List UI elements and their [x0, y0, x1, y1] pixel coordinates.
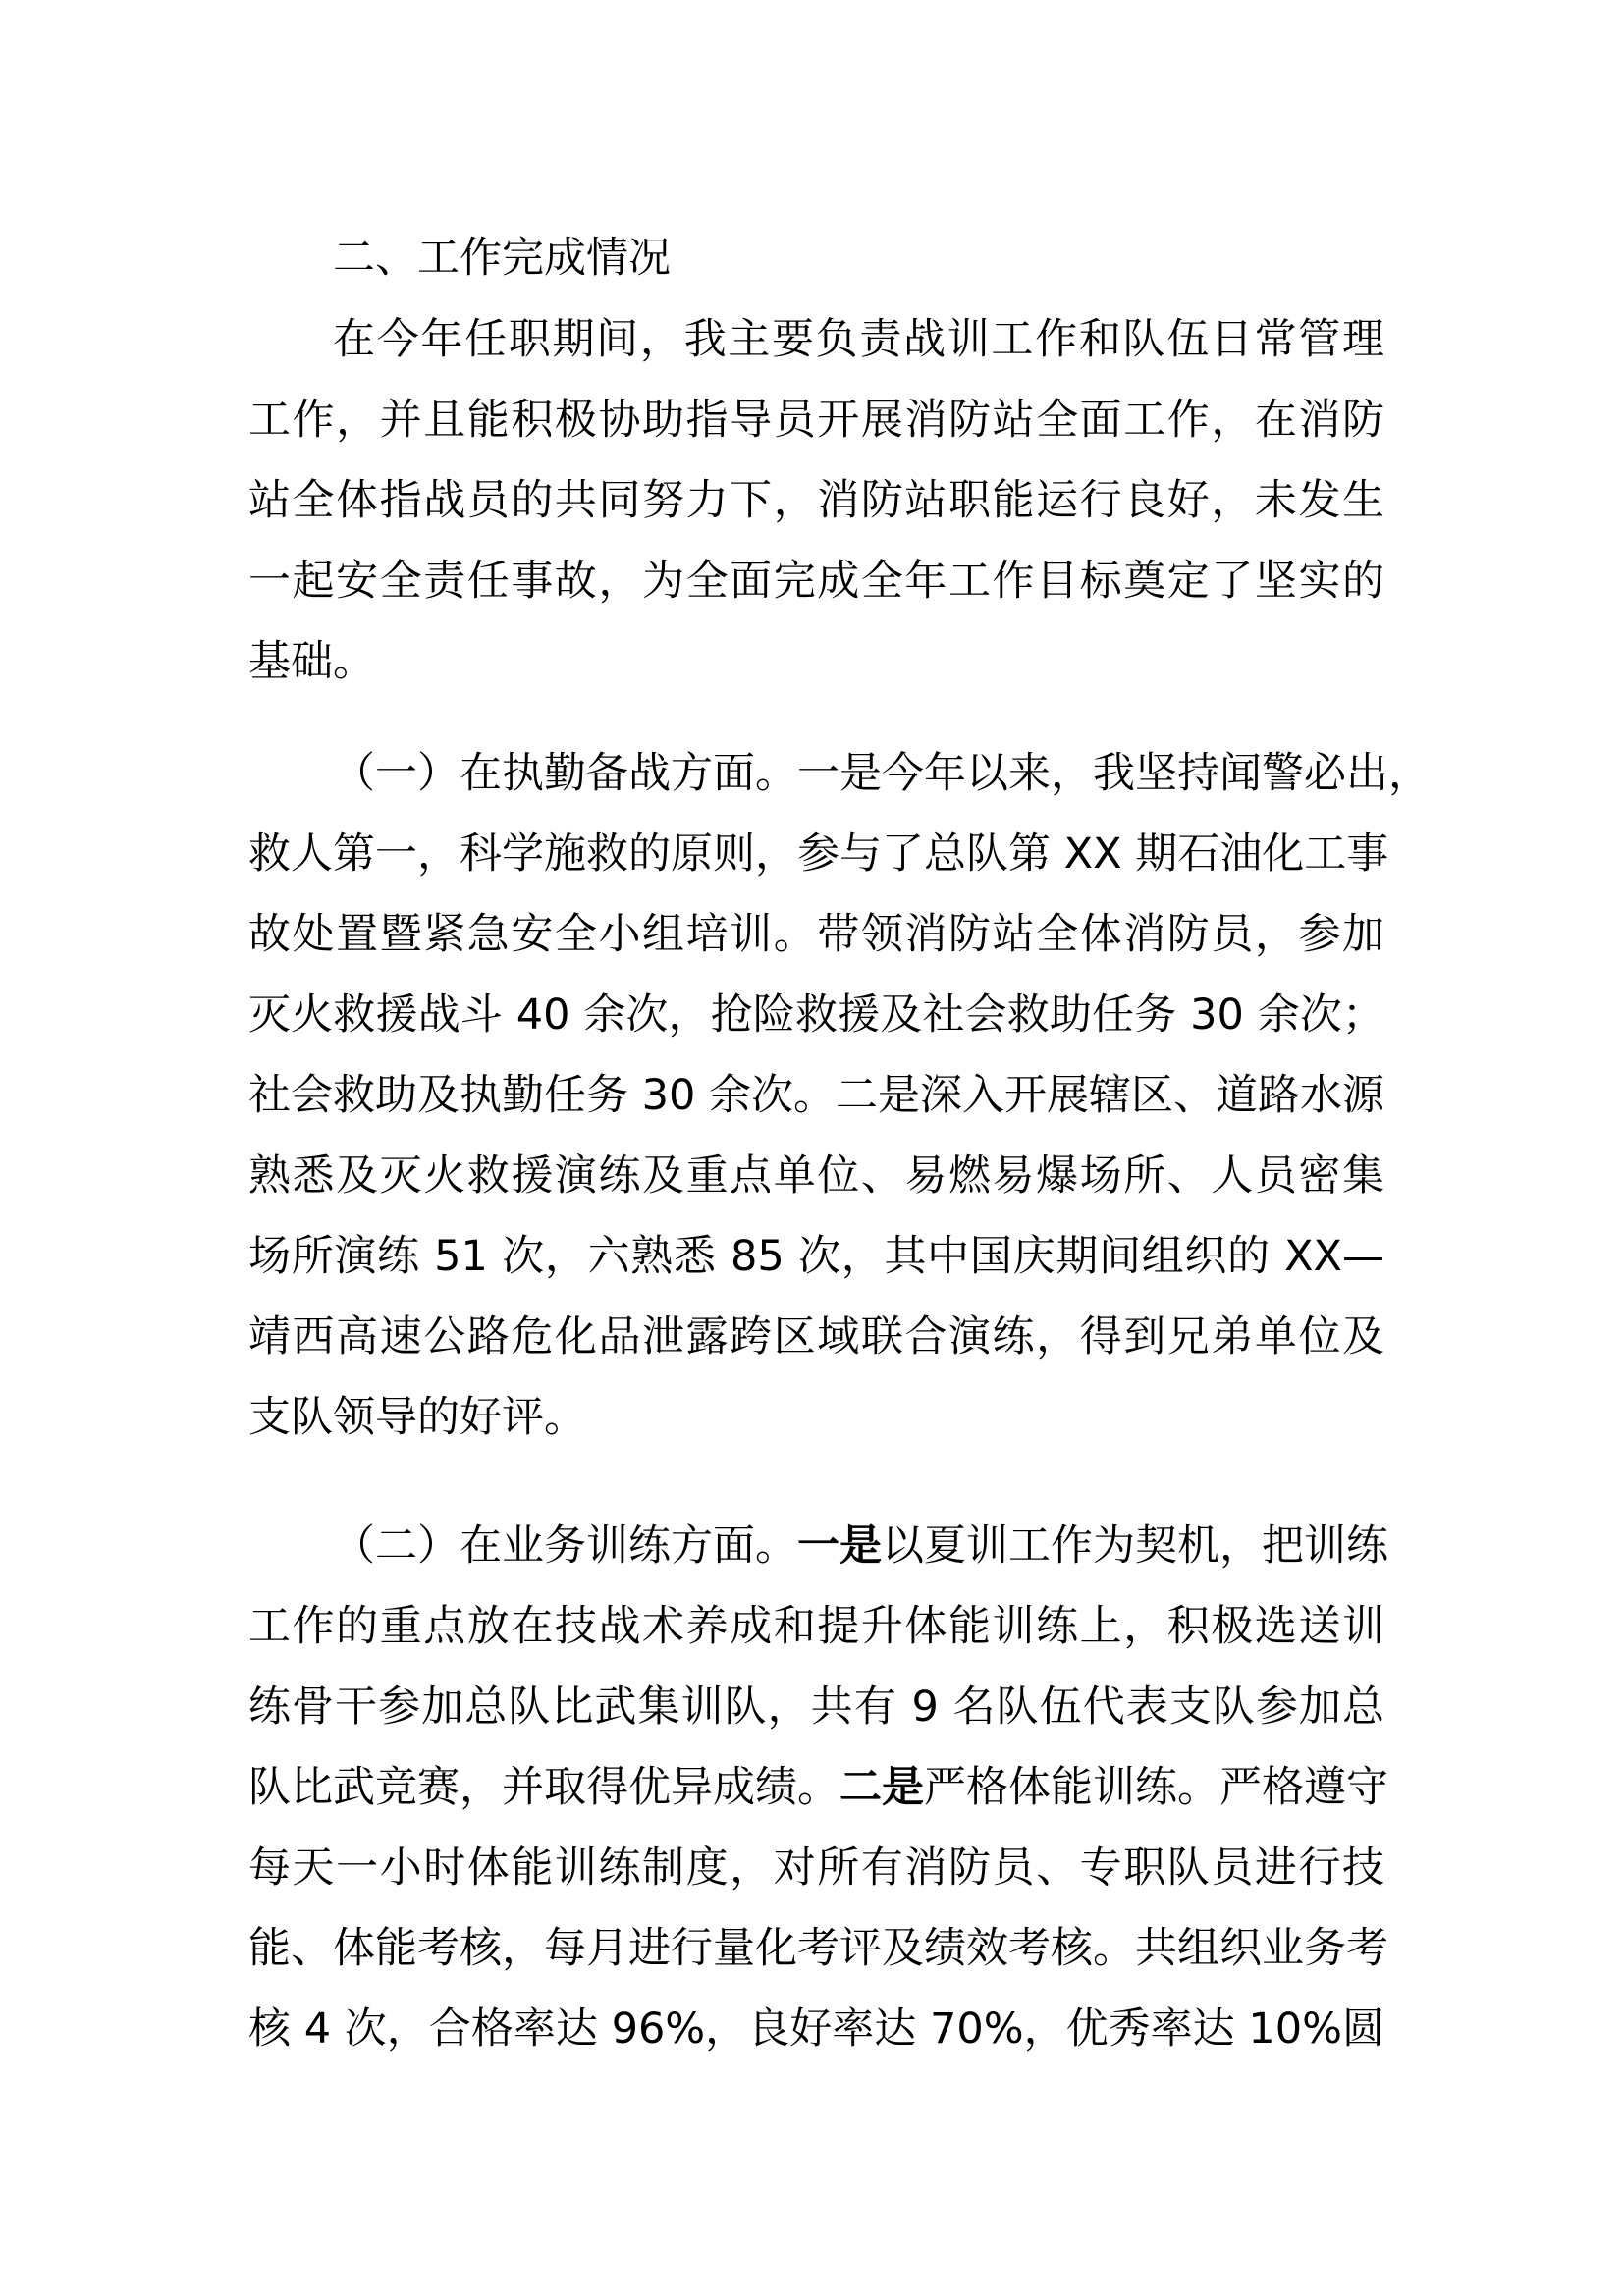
- paragraph-line: 能、体能考核，每月进行量化考评及绩效考核。共组织业务考: [248, 1924, 1388, 1973]
- paragraph-duty-readiness: [248, 733, 1431, 1458]
- paragraph-line: 支队领导的好评。: [248, 1393, 586, 1442]
- paragraph-line: 在今年任职期间，我主要负责战训工作和队伍日常管理: [333, 315, 1384, 364]
- paragraph-line: 灭火救援战斗 40 余次，抢险救援及社会救助任务 30 余次；: [248, 990, 1384, 1040]
- text-run: 严格体能训练。严格遵守: [924, 1763, 1388, 1812]
- paragraph-line: 每天一小时体能训练制度，对所有消防员、专职队员进行技: [248, 1843, 1384, 1893]
- bold-text-run: 二是: [839, 1763, 924, 1812]
- paragraph-line: 熟悉及灭火救援演练及重点单位、易燃易爆场所、人员密集: [248, 1151, 1384, 1201]
- paragraph-line: （一）在执勤备战方面。一是今年以来，我坚持闻警必出，: [333, 749, 1431, 798]
- paragraph-line: 故处置暨紧急安全小组培训。带领消防站全体消防员，参加: [248, 910, 1384, 959]
- bold-text-run: 一是: [797, 1522, 882, 1571]
- paragraph-line: 工作的重点放在技战术养成和提升体能训练上，积极选送训: [248, 1602, 1384, 1651]
- section-heading: 二、工作完成情况: [333, 234, 671, 283]
- paragraph-line: 基础。: [248, 637, 375, 686]
- paragraph-line: 靖西高速公路危化品泄露跨区域联合演练，得到兄弟单位及: [248, 1312, 1384, 1362]
- paragraph-line: 工作，并且能积极协助指导员开展消防站全面工作，在消防: [248, 396, 1384, 445]
- paragraph-line: 站全体指战员的共同努力下，消防站职能运行良好，未发生: [248, 476, 1384, 525]
- paragraph-work-summary: [248, 299, 1384, 702]
- text-run: （二）在业务训练方面。: [333, 1522, 797, 1571]
- paragraph-line: 一起安全责任事故，为全面完成全年工作目标奠定了坚实的: [248, 557, 1384, 606]
- paragraph-line: 场所演练 51 次，六熟悉 85 次，其中国庆期间组织的 XX—: [248, 1232, 1384, 1281]
- text-run: 队比武竞赛，并取得优异成绩。: [248, 1763, 839, 1812]
- paragraph-line: 救人第一，科学施救的原则，参与了总队第 XX 期石油化工事: [248, 829, 1389, 879]
- paragraph-line: [248, 1747, 1388, 1828]
- paragraph-line: [248, 1506, 1388, 1586]
- paragraph-line: 核 4 次，合格率达 96%，良好率达 70%，优秀率达 10%圆: [248, 2004, 1384, 2054]
- text-run: 以夏训工作为契机，把训练: [882, 1522, 1388, 1571]
- paragraph-business-training: [248, 1506, 1388, 2069]
- paragraph-line: 社会救助及执勤任务 30 余次。二是深入开展辖区、道路水源: [248, 1071, 1385, 1120]
- paragraph-line: 练骨干参加总队比武集训队，共有 9 名队伍代表支队参加总: [248, 1682, 1384, 1732]
